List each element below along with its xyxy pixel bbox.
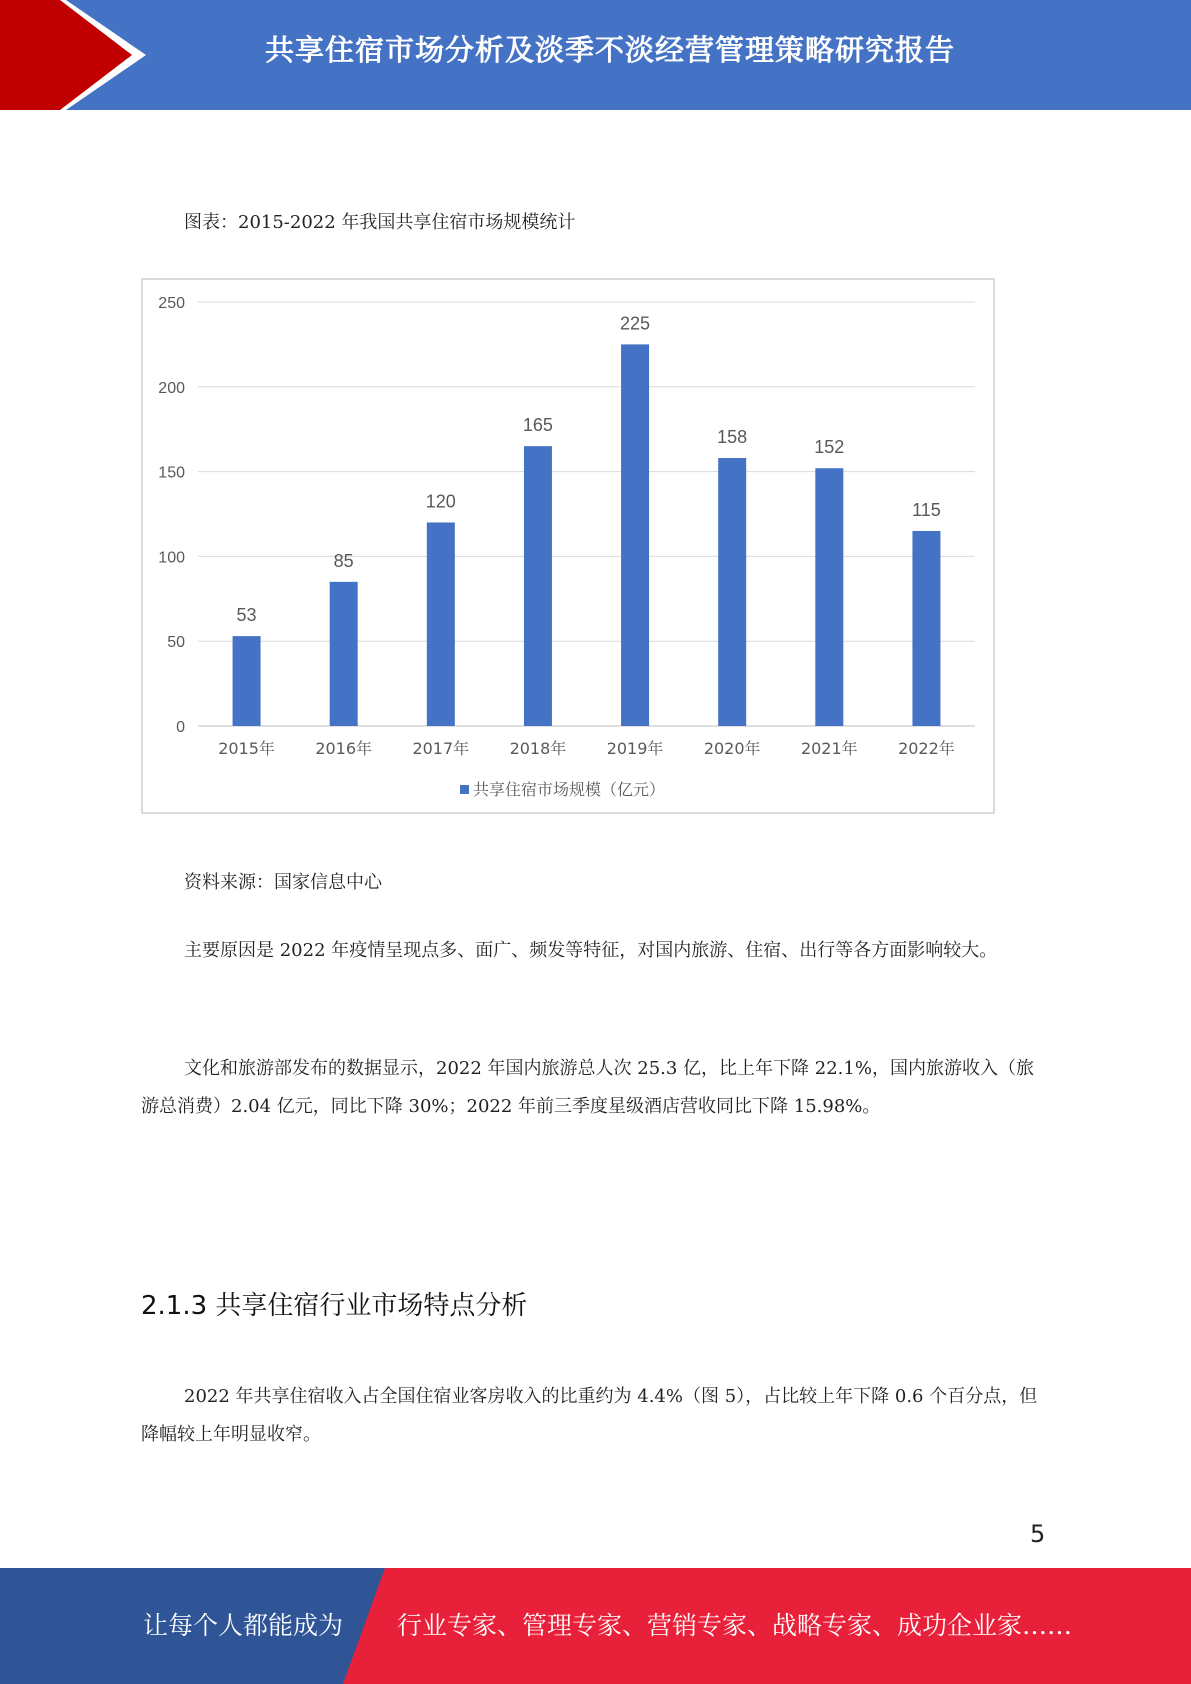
page-number: 5	[1030, 1520, 1046, 1548]
bar-chart	[141, 278, 995, 814]
footer-slogan-right: 行业专家、管理专家、营销专家、战略专家、成功企业家……	[397, 1611, 1073, 1640]
x-tick-label: 2019年	[606, 739, 664, 758]
x-tick-label: 2020年	[703, 739, 761, 758]
footer-slogan-left: 让每个人都能成为	[143, 1611, 344, 1640]
page-header	[0, 0, 1191, 110]
y-tick-label: 0	[176, 719, 185, 736]
data-label: 53	[236, 605, 257, 626]
x-tick-label: 2022年	[898, 739, 955, 758]
x-tick-label: 2016年	[315, 739, 373, 758]
legend-swatch	[460, 785, 469, 794]
y-tick-label: 100	[158, 549, 185, 567]
data-label: 152	[814, 437, 845, 458]
bar	[815, 468, 843, 726]
source-note: 资料来源：国家信息中心	[184, 872, 382, 893]
y-tick-label: 250	[158, 295, 185, 312]
y-tick-label: 200	[158, 379, 185, 397]
section-heading: 2.1.3 共享住宿行业市场特点分析	[141, 1291, 528, 1321]
data-label: 120	[425, 491, 456, 512]
x-tick-label: 2018年	[509, 739, 567, 758]
figure-caption: 图表：2015-2022 年我国共享住宿市场规模统计	[184, 212, 576, 233]
data-label: 225	[620, 313, 651, 334]
x-tick-label: 2017年	[412, 739, 470, 758]
page-footer	[0, 1568, 1191, 1684]
header-title: 共享住宿市场分析及淡季不淡经营管理策略研究报告	[264, 33, 955, 67]
chart-canvas	[143, 280, 993, 812]
paragraph-3: 2022 年共享住宿收入占全国住宿业客房收入的比重约为 4.4%（图 5），占比较上年下降 0.6 个百分点，但降幅较上年明显收窄。	[141, 1386, 1038, 1445]
bar	[718, 458, 746, 726]
data-label: 85	[333, 550, 354, 571]
bar	[912, 531, 940, 726]
y-tick-label: 150	[158, 464, 185, 482]
bar	[621, 344, 649, 726]
bar	[330, 582, 358, 726]
bar	[233, 636, 261, 726]
bar	[524, 446, 552, 726]
legend-label: 共享住宿市场规模（亿元）	[473, 780, 666, 799]
data-label: 165	[522, 415, 553, 436]
x-tick-label: 2015年	[218, 739, 275, 758]
data-label: 158	[717, 427, 748, 448]
y-tick-label: 50	[167, 634, 185, 652]
paragraph-1: 主要原因是 2022 年疫情呈现点多、面广、频发等特征，对国内旅游、住宿、出行等各方面影响较大。	[184, 940, 998, 961]
paragraph-2: 文化和旅游部发布的数据显示，2022 年国内旅游总人次 25.3 亿，比上年下降 22.1%，国内旅游收入（旅游总消费）2.04 亿元，同比下降 30%；2022 年前三季度星级酒店营收同比下降 15.98%。	[141, 1058, 1034, 1117]
x-tick-label: 2021年	[800, 739, 858, 758]
bar	[427, 522, 455, 726]
data-label: 115	[912, 499, 941, 520]
